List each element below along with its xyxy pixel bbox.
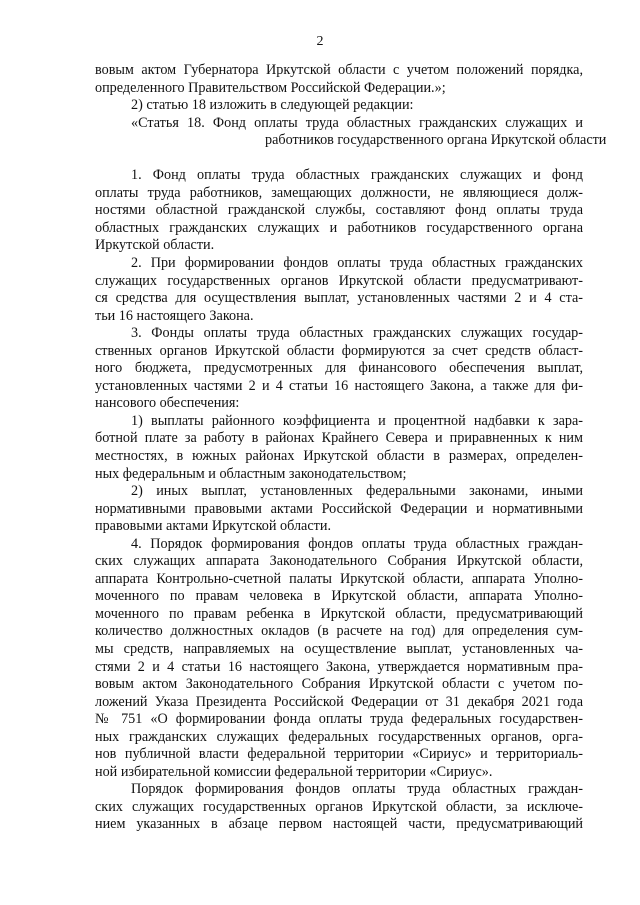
text-line: работников государственного органа Иркутской области [265, 132, 607, 149]
text-line: нансового обеспечения: [95, 395, 240, 412]
text-line: 4. Порядок формирования фондов оплаты труда областных граждан- [131, 535, 583, 552]
paragraph [95, 413, 583, 483]
page-number: 2 [316, 34, 324, 49]
paragraph-gap [95, 150, 583, 168]
text-line: ских служащих аппарата Законодательного Собрания Иркутской области, [95, 553, 583, 570]
text-line: 2. При формировании фондов оплаты труда областных гражданских [131, 254, 583, 271]
paragraph [95, 536, 583, 782]
text-line: тьи 16 настоящего Закона. [95, 307, 254, 324]
text-line: аппарата Контрольно-счетной палаты Иркутской области, аппарата Уполно- [95, 570, 583, 587]
text-line: ного бюджета, предусмотренных для финансового обеспечения выплат, [95, 360, 583, 377]
text-line: нормативными правовыми актами Российской Федерации и нормативными [95, 500, 583, 517]
text-line: ных гражданских служащих федеральных государственных органов, орга- [95, 728, 583, 745]
text-line: служащих государственных органов Иркутской области предусматривают- [95, 272, 583, 289]
paragraph [95, 114, 607, 150]
text-line: ной избирательной комиссии федеральной территории «Сириус». [95, 763, 493, 780]
text-line: областных гражданских служащих и работников государственного органа [95, 219, 583, 236]
text-line: ных федеральным и областным законодательством; [95, 465, 407, 482]
text-line: стями 2 и 4 статьи 16 настоящего Закона, утверждается нормативным пра- [95, 658, 583, 675]
text-line: 2) иных выплат, установленных федеральными законами, иными [131, 483, 583, 500]
text-line: «Статья 18. Фонд оплаты труда областных гражданских служащих и [131, 114, 583, 131]
paragraph [95, 62, 583, 97]
paragraph [95, 97, 583, 115]
text-line: мы средств, направляемых на осуществление выплат, установленных ча- [95, 641, 583, 657]
text-line: установленных частями 2 и 4 статьи 16 настоящего Закона, а также для фи- [95, 377, 583, 394]
text-line: ностями областной гражданской службы, составляют фонд оплаты труда [95, 202, 583, 219]
text-line: ложений Указа Президента Российской Федерации от 31 декабря 2021 года [95, 693, 583, 710]
text-line: количество должностных окладов (в расчете на год) для определения сум- [95, 623, 583, 640]
text-line: 1. Фонд оплаты труда областных гражданских служащих и фонд [131, 167, 583, 184]
text-line: 3. Фонды оплаты труда областных гражданских служащих государ- [131, 325, 583, 342]
text-line: Иркутской области. [95, 237, 215, 254]
paragraph [95, 781, 583, 834]
text-line: правовыми актами Иркутской области. [95, 518, 331, 535]
document-body [95, 62, 607, 834]
text-line: ботной плате за работу в районах Крайнего Севера и приравненных к ним [95, 430, 583, 447]
text-line: Порядок формирования фондов оплаты труда областных граждан- [131, 781, 583, 798]
text-line: 1) выплаты районного коэффициента и процентной надбавки к зара- [131, 412, 583, 429]
text-line: 2) статью 18 изложить в следующей редакции: [131, 97, 414, 114]
text-line: ских служащих государственных органов Иркутской области, за исключе- [95, 798, 583, 815]
text-line: моченного по правам ребенка в Иркутской области, предусматривающий [95, 605, 583, 622]
text-line: вовым актом Законодательного Собрания Иркутской области с учетом по- [95, 676, 583, 693]
text-line: ственных органов Иркутской области формируются за счет средств област- [95, 342, 583, 359]
paragraph [95, 255, 583, 325]
text-line: № 751 «О формировании фонда оплаты труда федеральных государствен- [95, 711, 583, 728]
paragraph [95, 167, 583, 255]
text-line: вовым актом Губернатора Иркутской области с учетом положений порядка, [95, 62, 583, 78]
text-line: оплаты труда работников, замещающих должности, не являющиеся долж- [95, 184, 583, 201]
text-line: моченного по правам человека в Иркутской области, аппарата Уполно- [95, 588, 583, 605]
text-line: нием указанных в абзаце первом настоящей части, предусматривающий [95, 816, 583, 833]
text-line: определенного Правительством Российской Федерации.»; [95, 79, 446, 96]
text-line: местностях, в южных районах Иркутской области в размерах, определен- [95, 447, 583, 464]
paragraph [95, 483, 583, 536]
text-line: ся средства для осуществления выплат, установленных частями 2 и 4 ста- [95, 290, 583, 307]
paragraph [95, 325, 583, 413]
text-line: нов публичной власти федеральной территории «Сириус» и территориаль- [95, 746, 583, 763]
